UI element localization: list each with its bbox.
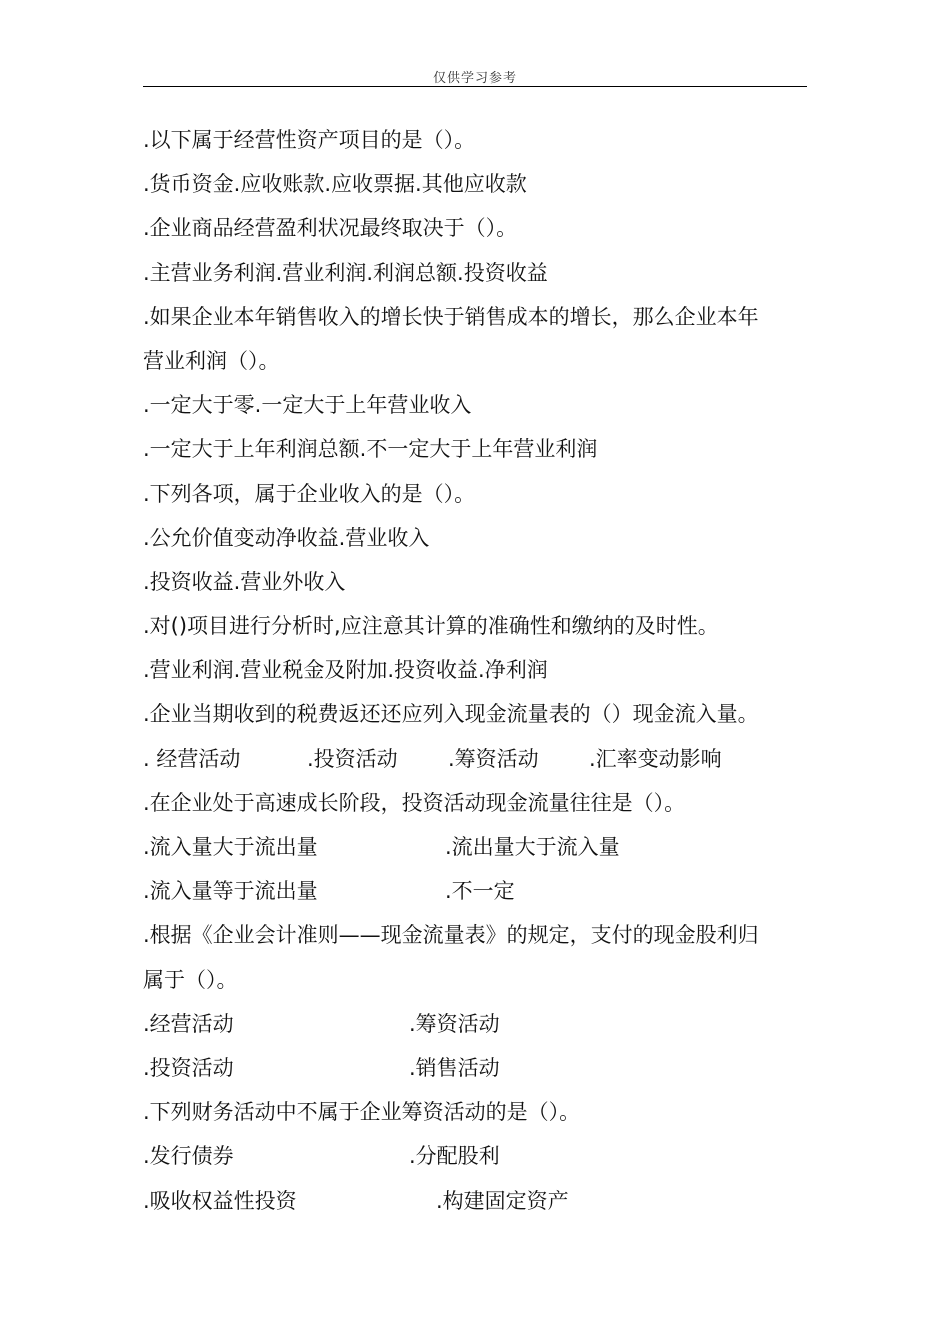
- options-line: .营业利润.营业税金及附加.投资收益.净利润: [143, 658, 548, 683]
- question-line: .下列财务活动中不属于企业筹资活动的是（）。: [143, 1100, 581, 1125]
- option-a: .经营活动: [143, 1011, 234, 1036]
- option-d: .构建固定资产: [436, 1188, 569, 1213]
- option-b: .流出量大于流入量: [445, 835, 620, 859]
- option-d: .汇率变动影响: [589, 746, 722, 771]
- question-line-continued: 营业利润（）。: [143, 348, 280, 373]
- question-line: .企业当期收到的税费返还还应列入现金流量表的（）现金流入量。: [143, 702, 759, 727]
- question-line: .下列各项，属于企业收入的是（）。: [143, 481, 476, 506]
- question-line: .在企业处于高速成长阶段，投资活动现金流量往往是（）。: [143, 790, 686, 815]
- question-line: .对()项目进行分析时,应注意其计算的准确性和缴纳的及时性。: [143, 614, 719, 639]
- options-line: [143, 825, 813, 869]
- option-a: . 经营活动: [143, 746, 241, 771]
- options-line: [143, 1179, 813, 1223]
- option-c: .筹资活动: [448, 746, 539, 771]
- question-line-continued: 属于（）。: [143, 967, 238, 992]
- option-d: .不一定: [445, 879, 515, 904]
- document-body: [143, 118, 813, 1223]
- page-header: [143, 66, 807, 87]
- options-line: [143, 869, 813, 913]
- options-line: .主营业务利润.营业利润.利润总额.投资收益: [143, 260, 548, 285]
- option-d: .销售活动: [409, 1055, 500, 1080]
- options-line: .货币资金.应收账款.应收票据.其他应收款: [143, 172, 527, 197]
- options-line: .公允价值变动净收益.营业收入: [143, 525, 430, 550]
- options-line: [143, 1002, 813, 1046]
- question-line: .企业商品经营盈利状况最终取决于（）。: [143, 216, 518, 241]
- options-line: .一定大于零.一定大于上年营业收入: [143, 393, 472, 418]
- options-line: [143, 737, 813, 781]
- option-b: .分配股利: [409, 1144, 500, 1169]
- option-a: .发行债券: [143, 1144, 234, 1169]
- options-line: [143, 1134, 813, 1178]
- option-c: .吸收权益性投资: [143, 1188, 297, 1213]
- options-line: .一定大于上年利润总额.不一定大于上年营业利润: [143, 437, 598, 462]
- header-text: 仅供学习参考: [432, 71, 517, 86]
- question-line: .如果企业本年销售收入的增长快于销售成本的增长，那么企业本年: [143, 304, 759, 329]
- option-c: .投资活动: [143, 1055, 234, 1080]
- option-b: .投资活动: [307, 746, 398, 771]
- option-a: .流入量大于流出量: [143, 835, 318, 859]
- option-c: .流入量等于流出量: [143, 879, 318, 904]
- option-b: .筹资活动: [409, 1011, 500, 1036]
- question-line: .根据《企业会计准则——现金流量表》的规定，支付的现金股利归: [143, 923, 759, 948]
- question-line: .以下属于经营性资产项目的是（）。: [143, 128, 476, 152]
- options-line: .投资收益.营业外收入: [143, 569, 346, 594]
- options-line: [143, 1046, 813, 1090]
